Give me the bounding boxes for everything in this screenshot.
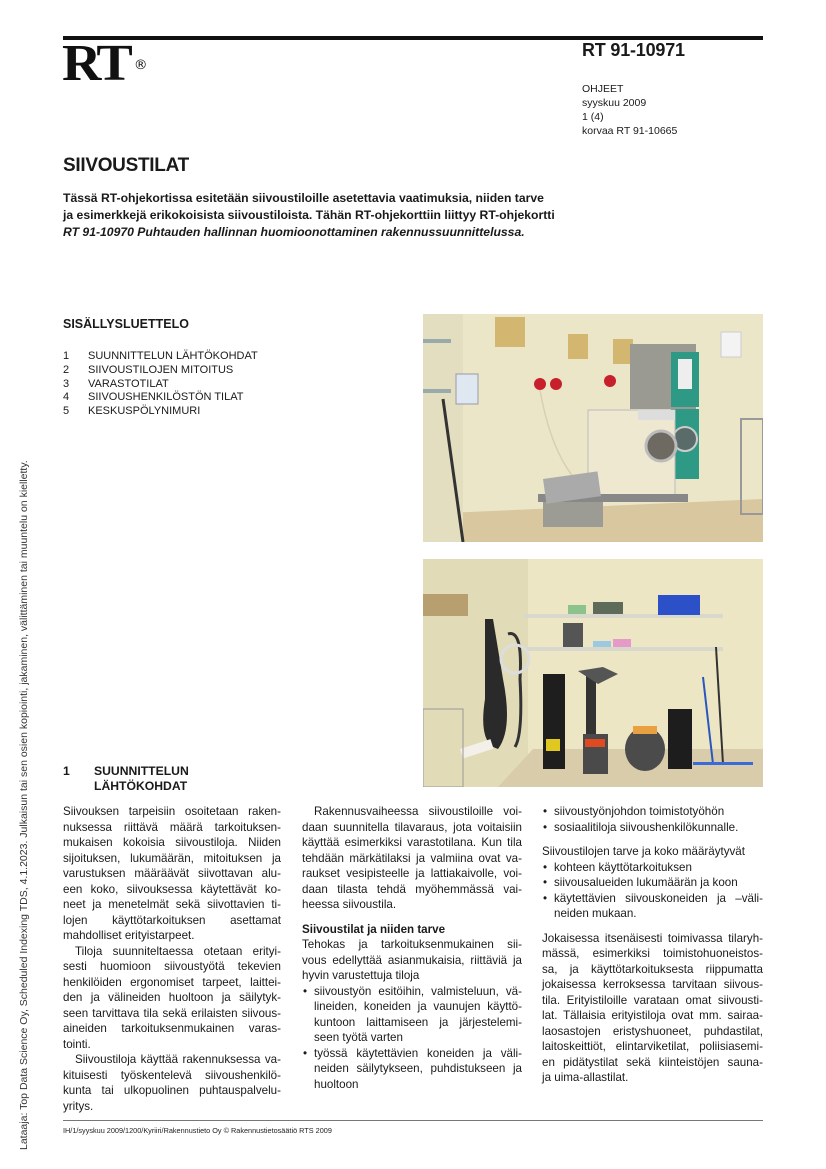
paragraph-line: vous edellyttää asianmukaisia, riittäviä ja	[302, 953, 522, 967]
paragraph-line: Tiloja suunniteltaessa otetaan erityi-	[75, 944, 281, 958]
bullet-line	[542, 820, 763, 836]
bullet-text: siivousalueiden lukumäärän ja koon	[554, 876, 738, 889]
bullet-icon: •	[543, 820, 548, 834]
bullet-line	[542, 906, 763, 922]
photo-cleaning-room-washers	[423, 314, 763, 542]
paragraph-line: Rakennusvaiheessa siivoustiloille voi-	[314, 805, 522, 818]
paragraph-line: neet ja menetelmät sekä siivottavien ti-	[63, 898, 281, 911]
toc-item-label: KESKUSPÖLYNIMURI	[88, 405, 201, 418]
toc-item-number: 4	[63, 391, 70, 404]
download-notice: Lataaja: Top Data Science Oy, Scheduled Indexing TDS, 4.1.2023. Julkaisun tai sen osien kopiointi, jakaminen, välittäminen tai muuntelu on kielletty.	[18, 460, 30, 1150]
bullet-text: käytettävien siivouskoneiden ja –väli-	[554, 891, 763, 905]
paragraph-line: hyvin varustettuja tiloja	[302, 969, 420, 982]
bullet-line	[542, 860, 763, 876]
bullet-line	[542, 804, 763, 820]
bullet-icon: •	[303, 1046, 308, 1060]
lead-reference: RT 91-10970 Puhtauden hallinnan huomioonottaminen rakennussuunnittelussa.	[63, 225, 525, 239]
toc-item-number: 1	[63, 350, 70, 362]
toc-item	[63, 378, 258, 392]
meta-page: 1 (4)	[582, 111, 604, 123]
paragraph-line: nuksessa riittävä määrä tarkoituksen-	[63, 820, 281, 834]
text-column-2	[302, 804, 522, 1092]
bullet-text: lineiden, koneiden ja vaunujen käyttö-	[314, 1000, 522, 1013]
paragraph-gap	[542, 922, 763, 931]
toc-item-number: 3	[63, 377, 70, 390]
paragraph-line: sijoituksen, lukumäärän, mitoituksen ja	[63, 851, 281, 865]
rt-logo: RT ®	[62, 35, 148, 92]
paragraph-line: lat. Tällaisia erityistiloja ovat mm. sairaa-	[542, 1009, 763, 1022]
footer-imprint: IH/1/syyskuu 2009/1200/Kyriiri/Rakennustieto Oy © Rakennustietosäätiö RTS 2009	[63, 1126, 332, 1135]
paragraph-line: mukaisen kokoisia siivoustiloja. Niiden	[63, 836, 281, 849]
paragraph-gap	[302, 913, 522, 922]
toc-item	[63, 391, 258, 405]
paragraph-line: tointi.	[63, 1037, 91, 1051]
paragraph-line: den ja välineiden huoltoon ja säilytyk-	[63, 991, 281, 1004]
paragraph-line: mässä, esimerkiksi toimistohuoneistos-	[542, 947, 763, 960]
lead-line: Tässä RT-ohjekortissa esitetään siivoustiloille asetettavia vaatimuksia, niiden tarve	[63, 191, 544, 205]
bullet-text: kuntoon laittamiseen ja järjestelemi-	[314, 1015, 522, 1029]
paragraph-line: kunta tai ulkopuolinen puhtauspalvelu-	[63, 1084, 281, 1097]
table-of-contents	[63, 350, 258, 419]
paragraph-line: Siivouksen tarpeisiin osoitetaan raken-	[63, 805, 281, 818]
paragraph-line: raukset vesipisteelle ja lattiakaivolle, voi-	[302, 867, 522, 880]
bullet-line	[302, 1077, 522, 1093]
bullet-text: neiden säilytykseen, puhdistukseen ja	[314, 1062, 522, 1075]
bullet-icon: •	[543, 860, 548, 874]
bullet-text: huoltoon	[314, 1077, 359, 1091]
lead-line: ja esimerkkejä erikokoisista siivoustiloista. Tähän RT-ohjekorttiin liittyy RT-ohjekortti	[63, 208, 555, 222]
paragraph-line: en pidätystilat sekä kiinteistöjen sauna-	[542, 1055, 763, 1069]
section-1-heading	[63, 764, 189, 794]
page-title: SIIVOUSTILAT	[63, 155, 189, 176]
paragraph-line: tila. Erityistiloille varataan omat siivousti-	[542, 993, 763, 1007]
paragraph-line: ja uima-allastilat.	[542, 1071, 629, 1084]
bullet-line	[302, 999, 522, 1015]
paragraph-line: daan tilasta tehdä myöhemmässä vai-	[302, 882, 522, 896]
toc-item	[63, 405, 258, 419]
photo-storage-illustration	[423, 559, 763, 787]
registered-mark: ®	[133, 58, 148, 73]
paragraph-line: daan suunnitella tilavaraus, jota voitaisiin	[302, 820, 522, 834]
bullet-line	[302, 984, 522, 1000]
meta-replaces: korvaa RT 91-10665	[582, 125, 678, 137]
paragraph-line: jokaisessa kerroksessa tarvitaan siivous-	[542, 978, 763, 991]
bullet-line	[302, 1030, 522, 1046]
text-column-1	[63, 804, 281, 1114]
text-column-3	[542, 804, 763, 1086]
section-number: 1	[63, 764, 70, 778]
meta-date: syyskuu 2009	[582, 97, 647, 109]
bullet-icon: •	[303, 984, 308, 998]
toc-item-number: 2	[63, 363, 70, 376]
bullet-line	[542, 875, 763, 891]
meta-type: OHJEET	[582, 83, 624, 95]
paragraph-line: laitoskeittiöt, elintarviketilat, poliisiasemi-	[542, 1040, 763, 1053]
bullet-text: työssä käytettävien koneiden ja väli-	[314, 1046, 522, 1060]
footer-rule	[63, 1120, 763, 1121]
toc-item-label: SUUNNITTELUN LÄHTÖKOHDAT	[88, 350, 258, 362]
paragraph-line: käyttää esimerkiksi varastotilana. Kun tila	[302, 836, 522, 849]
section-heading-line: LÄHTÖKOHDAT	[94, 779, 188, 793]
bullet-icon: •	[543, 876, 548, 889]
lead-paragraph	[63, 190, 583, 241]
paragraph-line: seen tarvittava tila sekä erilaisten siivous-	[63, 1006, 281, 1020]
paragraph-line: heessa siivoustila.	[302, 898, 397, 911]
subheading: Siivoustilat ja niiden tarve	[302, 922, 446, 936]
paragraph-line: laosastojen eristyshuoneet, puhdastilat,	[542, 1024, 763, 1038]
toc-heading: SISÄLLYSLUETTELO	[63, 317, 189, 331]
paragraph-line: sesti huomioon siivoustyötä tekevien	[63, 960, 281, 973]
toc-item-number: 5	[63, 405, 70, 418]
paragraph-line: aineiden tarkoituksenmukainen varas-	[63, 1022, 281, 1035]
paragraph-line: henkilöiden ergonomiset tarpeet, laittei-	[63, 975, 281, 989]
bullet-line	[302, 1015, 522, 1031]
paragraph-line: tehdään märkätilaksi ja valmiina ovat va-	[302, 851, 522, 865]
paragraph-line: Siivoustiloja käyttää rakennuksessa va-	[75, 1053, 281, 1066]
paragraph-gap	[542, 835, 763, 844]
document-number: RT 91-10971	[582, 40, 685, 60]
document-meta	[582, 82, 677, 138]
paragraph-line: mahdolliset erityistarpeet.	[63, 929, 195, 942]
bullet-line	[302, 1061, 522, 1077]
bullet-text: siivoustyön esitöihin, valmisteluun, vä-	[314, 984, 522, 998]
bullet-text: neiden mukaan.	[554, 907, 637, 920]
paragraph-line: kituisesti työskentelevä siivoushenkilö-	[63, 1068, 281, 1082]
bullet-text: kohteen käyttötarkoituksen	[554, 860, 692, 874]
bullet-line	[542, 891, 763, 907]
paragraph-line: lojen käyttötarkoituksen asettamat	[63, 913, 281, 927]
paragraph-line: een koko, siivouksessa käytettävät ko-	[63, 882, 281, 896]
toc-item-label: SIIVOUSTILOJEN MITOITUS	[88, 363, 234, 376]
paragraph-line: yritys.	[63, 1099, 94, 1113]
bullet-text: siivoustyönjohdon toimistotyöhön	[554, 805, 725, 818]
paragraph-line: varustuksen määräävät siivottavan alu-	[63, 867, 281, 880]
paragraph-line: sa, ja käyttötarkoituksesta riippumatta	[542, 962, 763, 976]
photo-washers-illustration	[423, 314, 763, 542]
bullet-text: seen työtä varten	[314, 1031, 403, 1044]
bullet-line	[302, 1046, 522, 1062]
toc-item-label: VARASTOTILAT	[88, 377, 169, 390]
bullet-icon: •	[543, 805, 548, 818]
bullet-icon: •	[543, 891, 548, 905]
photo-cleaning-equipment-storage	[423, 559, 763, 787]
section-heading-line: SUUNNITTELUN	[94, 764, 189, 778]
toc-item-label: SIIVOUSHENKILÖSTÖN TILAT	[88, 391, 244, 404]
bullet-text: sosiaalitiloja siivoushenkilökunnalle.	[554, 820, 739, 834]
paragraph-line: Jokaisessa itsenäisesti toimivassa tilaryh-	[542, 931, 763, 945]
toc-item	[63, 364, 258, 378]
list-intro: Siivoustilojen tarve ja koko määräytyvät	[542, 845, 745, 858]
toc-item	[63, 350, 258, 364]
paragraph-line: Tehokas ja tarkoituksenmukainen sii-	[302, 938, 522, 951]
